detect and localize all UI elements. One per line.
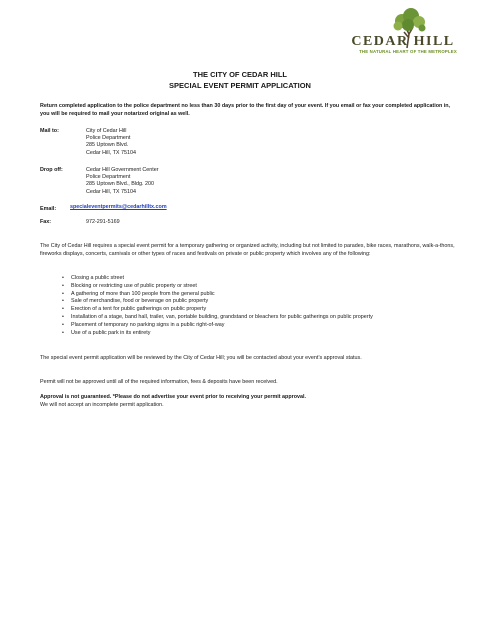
list-item: • Blocking or restricting use of public property or street (62, 282, 197, 289)
logo-wordmark: CEDAR HILL (351, 34, 455, 49)
address-line: Cedar Hill, TX 75104 (86, 188, 136, 195)
list-item: • Placement of temporary no parking signs in a public right-of-way (62, 321, 225, 328)
email-link[interactable]: specialeventpermits@cedarhilltx.com (70, 204, 167, 210)
address-line: Cedar Hill, TX 75104 (86, 149, 136, 156)
fax-number: 972-291-5169 (86, 219, 120, 225)
requirement-paragraph: The City of Cedar Hill requires a special event permit for a temporary gathering or organized activity, including but not limited to parades, bike races, marathons, walk-a-thons, fireworks displays, concerts, carnivals or other types of races and festivals on private or public property which involves any of the following: (40, 243, 455, 257)
drop-off-label: Drop off: (40, 167, 63, 173)
approval-notice: Approval is not guaranteed. *Please do not advertise your event prior to receiving your permit approval. (40, 394, 307, 400)
list-item: • Closing a public street (62, 275, 125, 281)
document-title-line1: THE CITY OF CEDAR HILL (192, 70, 288, 79)
address-line: Police Department (86, 135, 131, 142)
review-paragraph: The special event permit application will be reviewed by the City of Cedar Hill; you will be contacted about your event’s approval status. (40, 355, 362, 361)
list-item: • Sale of merchandise, food or beverage on public property (62, 298, 209, 305)
email-label: Email: (40, 206, 57, 212)
fax-label: Fax: (40, 219, 52, 225)
address-line: 285 Uptown Blvd., Bldg. 200 (86, 181, 155, 188)
address-line: City of Cedar Hill (86, 128, 127, 134)
mail-to-address (86, 128, 136, 157)
address-line: Cedar Hill Government Center (86, 167, 159, 173)
approval-paragraph: Permit will not be approved until all of the required information, fees & deposits have been received. (40, 379, 278, 385)
drop-off-address (86, 167, 159, 196)
intro-instructions: Return completed application to the police department no less than 30 days prior to the first day of your event. If you email or fax your completed application in, you will be required to mail your notarized original as well. (40, 103, 451, 117)
incomplete-notice: We will not accept an incomplete permit application. (40, 402, 164, 408)
criteria-list (62, 275, 454, 337)
list-item: • Erection of a tent for public gatherings on public property (62, 306, 207, 313)
list-item: • Use of a public park in its entirety (62, 329, 151, 336)
address-line: 285 Uptown Blvd. (86, 142, 129, 149)
document-title-line2: SPECIAL EVENT PERMIT APPLICATION (169, 81, 311, 90)
logo-tagline: THE NATURAL HEART OF THE METROPLEX (359, 49, 457, 54)
address-line: Police Department (86, 174, 131, 181)
mail-to-label: Mail to: (40, 128, 59, 134)
list-item: • Installation of a stage, band hall, trailer, van, portable building, grandstand or bleachers for public gatherings on public property (62, 313, 373, 320)
list-item: • A gathering of more than 100 people from the general public (62, 290, 215, 297)
